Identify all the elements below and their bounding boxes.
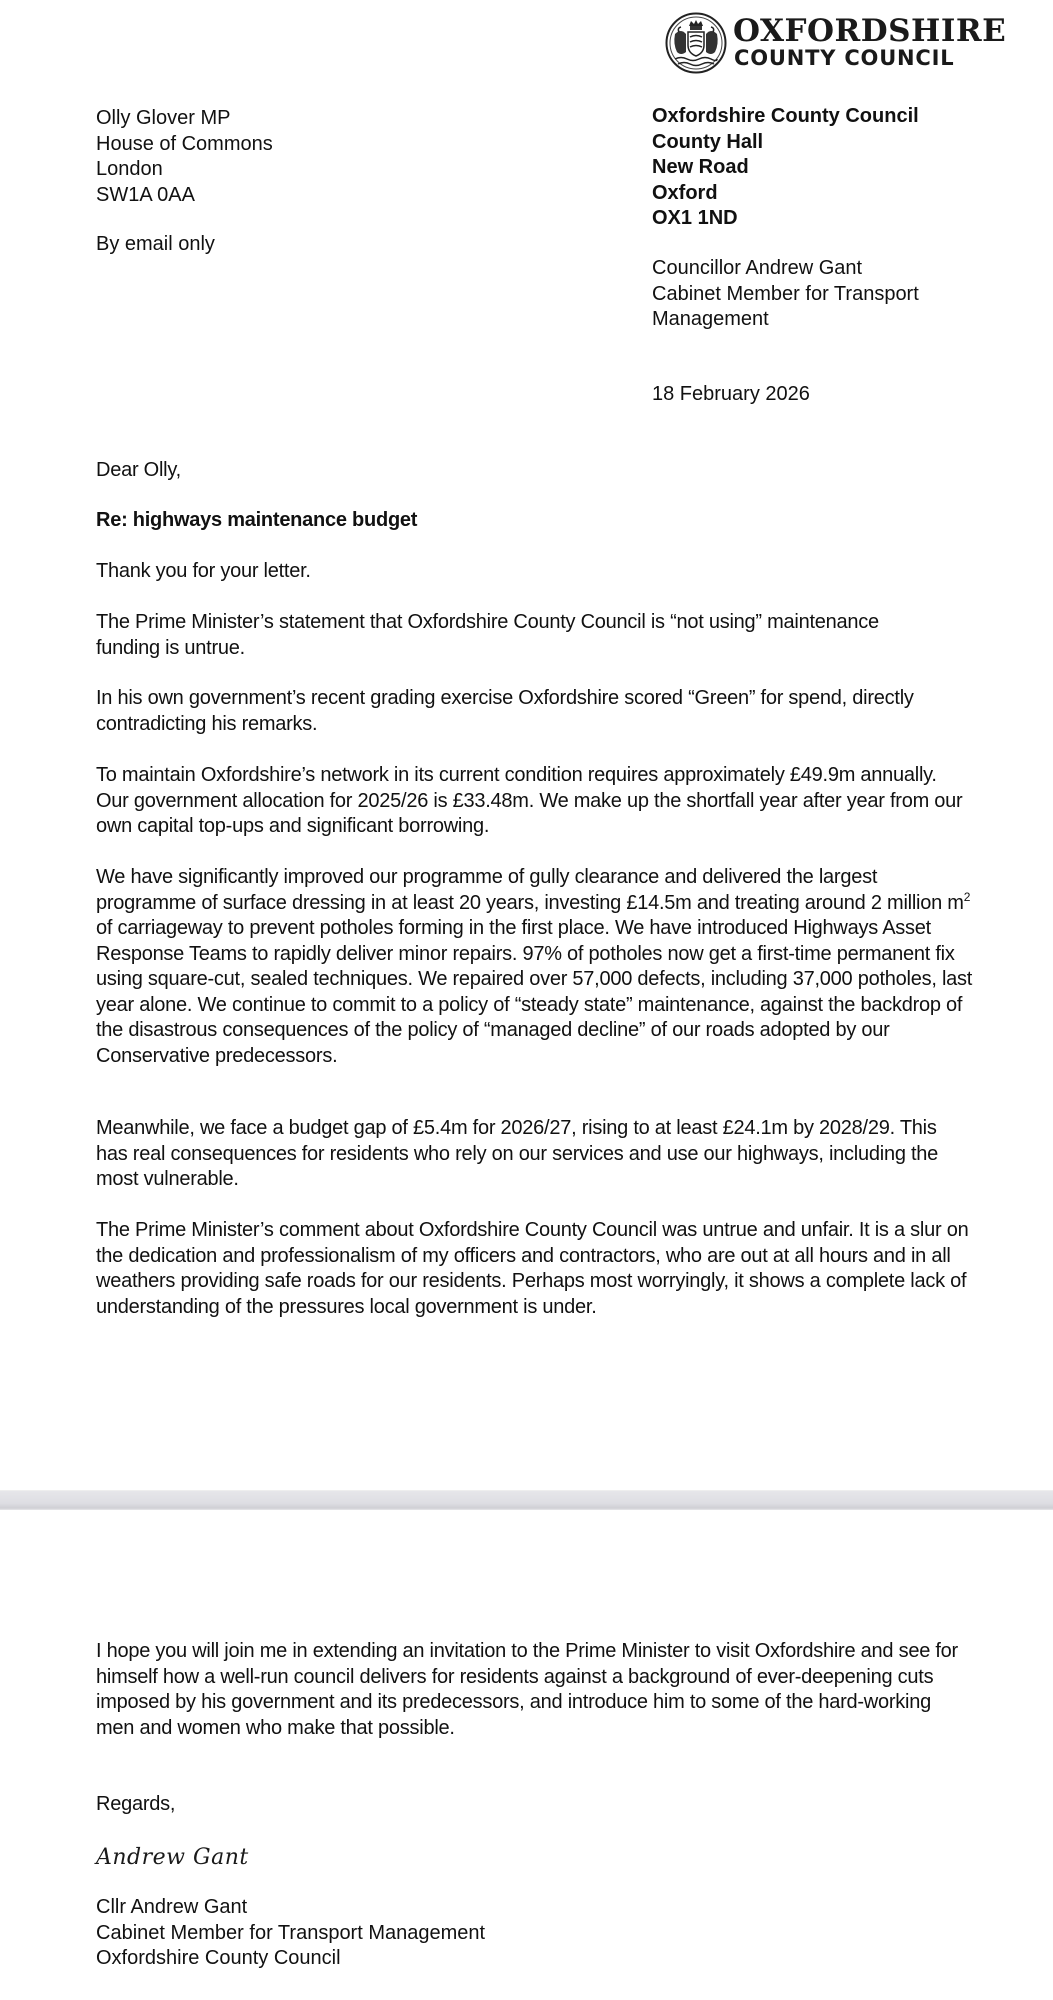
sender-postcode: OX1 1ND	[652, 207, 738, 229]
signoff-role: Cabinet Member for Transport Management	[96, 1921, 486, 1944]
sender-person-role-line1: Cabinet Member for Transport	[652, 282, 919, 305]
sender-person-name: Councillor Andrew Gant	[652, 257, 863, 279]
recipient-address-line1: House of Commons	[96, 132, 273, 155]
body-paragraph: Meanwhile, we face a budget gap of £5.4m for 2026/27, rising to at least £24.1m by 2028/29. This has real consequences for residents who rely on our services and use our highways, including the most vulnerable.	[96, 1117, 939, 1190]
logo-wordmark-line2: COUNTY COUNCIL	[734, 46, 955, 70]
body-paragraph: To maintain Oxfordshire’s network in its current condition requires approximately £49.9m annually. Our government allocation for 2025/26 is £33.48m. We make up the shortfall year after year from our own capital top-ups and significant borrowing.	[96, 764, 963, 837]
recipient-name: Olly Glover MP	[96, 107, 231, 129]
council-logo	[665, 10, 1007, 76]
body-paragraph-4-container	[96, 763, 964, 840]
signoff-organisation: Oxfordshire County Council	[96, 1947, 341, 1969]
signoff-name: Cllr Andrew Gant	[96, 1896, 248, 1918]
salutation-text: Dear Olly,	[96, 459, 181, 481]
closing-text: Regards,	[96, 1793, 176, 1815]
body-paragraph-part1: We have significantly improved our programme of gully clearance and delivered the largest programme of surface dressing in at least 20 years, investing £14.5m and treating around 2 million m	[96, 866, 964, 914]
subject-line: Re: highways maintenance budget	[96, 509, 418, 531]
letter-page-2	[0, 1510, 1053, 2000]
body-paragraph: The Prime Minister’s statement that Oxfordshire County Council is “not using” maintenance funding is untrue.	[96, 611, 879, 659]
sender-city: Oxford	[652, 181, 718, 204]
body-paragraph-part2: of carriageway to prevent potholes forming in the first place. We have introduced Highways Asset Response Teams to rapidly deliver minor repairs. 97% of potholes now get a first-time permanent fix using square-cut, sealed techniques. We repaired over 57,000 defects, including 37,000 potholes, last year alone. We continue to commit to a policy of “steady state” maintenance, against the backdrop of the disastrous consequences of the policy of “managed decline” of our roads adopted by our Conservative predecessors.	[96, 917, 973, 1067]
recipient-address	[96, 106, 273, 208]
subject-line-container	[96, 508, 966, 534]
body-paragraph-5-container	[96, 865, 974, 1069]
sender-street: New Road	[652, 156, 749, 178]
recipient-address-line2: London	[96, 158, 163, 180]
body-paragraph: The Prime Minister’s comment about Oxfordshire County Council was untrue and unfair. It is a slur on the dedication and professionalism of my officers and contractors, who are out at all hours and in all weathers providing safe roads for our residents. Perhaps most worryingly, it shows a complete lack of understanding of the pressures local government is under.	[96, 1219, 969, 1318]
closing-container	[96, 1792, 966, 1818]
sender-address	[652, 104, 919, 232]
superscript-two: 2	[963, 889, 971, 904]
sender-organisation: Oxfordshire County Council	[652, 105, 919, 127]
sender-person	[652, 256, 919, 333]
body-paragraph-3-container	[96, 686, 966, 737]
page-break-divider	[0, 1490, 1053, 1511]
delivery-note: By email only	[96, 233, 215, 255]
body-paragraph	[96, 865, 974, 1069]
body-paragraph-2-container	[96, 610, 896, 661]
body-paragraph-1-container	[96, 559, 966, 585]
closing-paragraph-container	[96, 1639, 966, 1741]
handwritten-signature: Andrew Gant	[96, 1845, 249, 1870]
signoff-block	[96, 1895, 966, 1972]
body-paragraph: Thank you for your letter.	[96, 560, 311, 582]
letter-date: 18 February 2026	[652, 383, 810, 405]
body-paragraph: In his own government’s recent grading exercise Oxfordshire scored “Green” for spend, directly contradicting his remarks.	[96, 687, 914, 735]
closing-paragraph: I hope you will join me in extending an invitation to the Prime Minister to visit Oxfordshire and see for himself how a well-run council delivers for residents against a background of ever-deepening cuts imposed by his government and its predecessors, and introduce him to some of the hard-working men and women who make that possible.	[96, 1640, 958, 1739]
sender-person-role-line2: Management	[652, 308, 769, 330]
recipient-postcode: SW1A 0AA	[96, 183, 195, 206]
salutation	[96, 458, 966, 484]
body-paragraph-6-container	[96, 1116, 956, 1193]
logo-wordmark-line1: OXFORDSHIRE	[733, 13, 1007, 49]
coat-of-arms-icon	[665, 12, 727, 74]
body-paragraph-7-container	[96, 1218, 976, 1320]
sender-building: County Hall	[652, 130, 764, 153]
